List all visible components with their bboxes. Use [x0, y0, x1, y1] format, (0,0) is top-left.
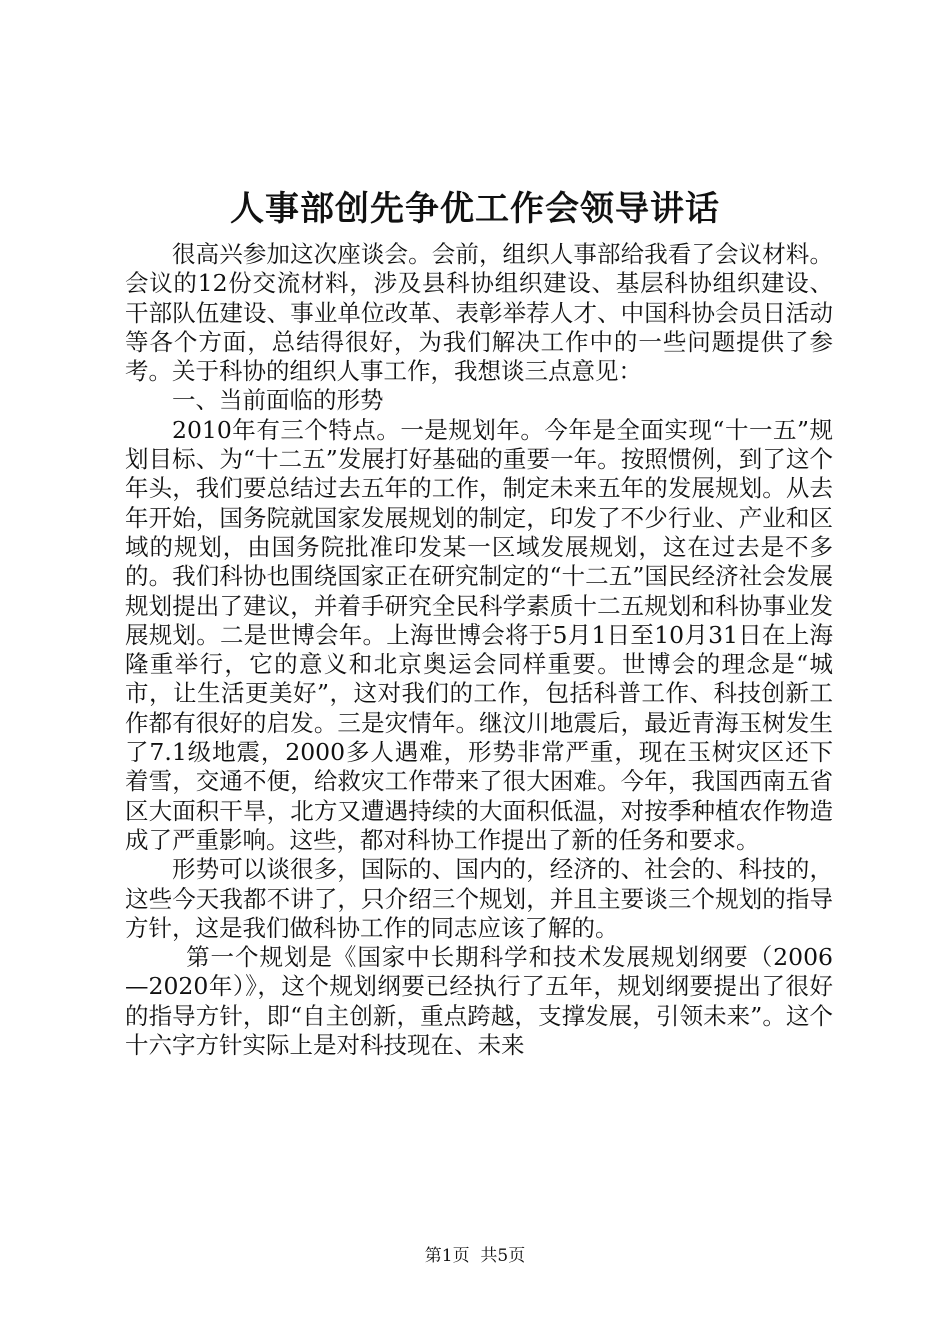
- paragraph-intro: 很高兴参加这次座谈会。会前，组织人事部给我看了会议材料。会议的12份交流材料，涉及县科协组织建设、基层科协组织建设、干部队伍建设、事业单位改革、表彰举荐人才、中国科协会员日活动等各个方面，总结得很好，为我们解决工作中的一些问题提供了参考。关于科协的组织人事工作，我想谈三点意见：: [125, 240, 833, 386]
- page-footer: [0, 1245, 950, 1267]
- paragraph-three-features: 2010年有三个特点。一是规划年。今年是全面实现“十一五”规划目标、为“十二五”发展打好基础的重要一年。按照惯例，到了这个年头，我们要总结过去五年的工作，制定未来五年的发展规划。从去年开始，国务院就国家发展规划的制定，印发了不少行业、产业和区域的规划，由国务院批准印发某一区域发展规划，这在过去是不多的。我们科协也围绕国家正在研究制定的“十二五”国民经济社会发展规划提出了建议，并着手研究全民科学素质十二五规划和科协事业发展规划。二是世博会年。上海世博会将于5月1日至10月31日在上海隆重举行，它的意义和北京奥运会同样重要。世博会的理念是“城市，让生活更美好”，这对我们的工作，包括科普工作、科技创新工作都有很好的启发。三是灾情年。继汶川地震后，最近青海玉树发生了7.1级地震，2000多人遇难，形势非常严重，现在玉树灾区还下着雪，交通不便，给救灾工作带来了很大困难。今年，我国西南五省区大面积干旱，北方又遭遇持续的大面积低温，对按季种植农作物造成了严重影响。这些，都对科协工作提出了新的任务和要求。: [125, 415, 833, 854]
- page-number: 第1页: [424, 1246, 470, 1266]
- section-heading: 一、当前面临的形势: [172, 386, 384, 415]
- document-body: [125, 240, 833, 1060]
- document-title: 人事部创先争优工作会领导讲话: [230, 189, 720, 229]
- paragraph-first-plan: 第一个规划是《国家中长期科学和技术发展规划纲要（2006—2020年）》，这个规划纲要已经执行了五年，规划纲要提出了很好的指导方针，即“自主创新，重点跨越，支撑发展，引领未来”。这个十六字方针实际上是对科技现在、未来: [125, 943, 833, 1060]
- page-total: 共5页: [480, 1246, 526, 1266]
- paragraph-situation: 形势可以谈很多，国际的、国内的，经济的、社会的、科技的，这些今天我都不讲了，只介绍三个规划，并且主要谈三个规划的指导方针，这是我们做科协工作的同志应该了解的。: [125, 855, 833, 942]
